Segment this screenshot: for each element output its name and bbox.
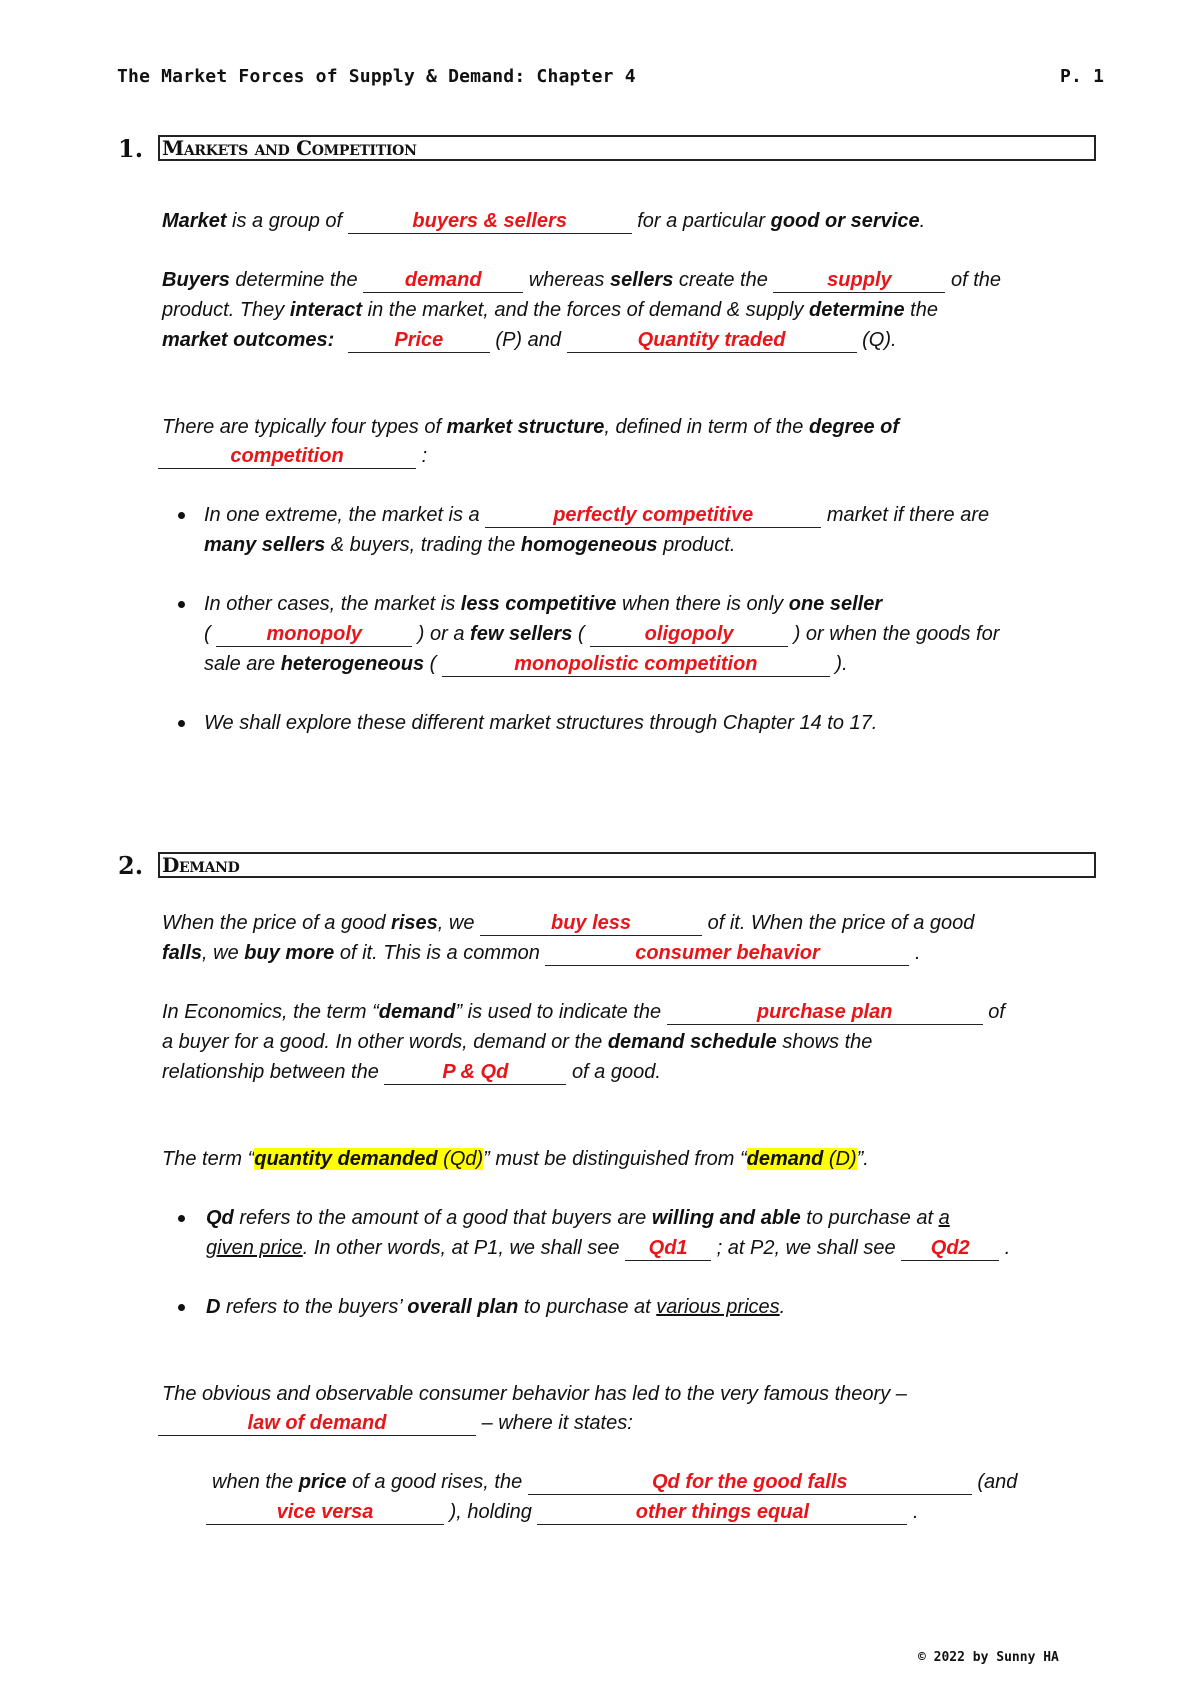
section-1-title: Markets and Competition <box>162 136 417 160</box>
s1-line-4: market outcomes: Price (P) and Quantity traded (Q). <box>162 329 897 351</box>
s1-bullet-3: We shall explore these different market structures through Chapter 14 to 17. <box>204 712 878 734</box>
s2-bullet-1: Qd refers to the amount of a good that buyers are willing and able to purchase at a <box>206 1207 950 1229</box>
s2-bullet-1-cont: given price. In other words, at P1, we shall see Qd1 ; at P2, we shall see Qd2 . <box>206 1237 1011 1259</box>
page-header-title: The Market Forces of Supply & Demand: Chapter 4 <box>117 66 636 87</box>
blank-oligopoly: oligopoly <box>590 622 788 647</box>
blank-p-qd: P & Qd <box>384 1060 566 1085</box>
section-2-heading-box <box>158 852 1096 878</box>
blank-competition: competition <box>158 444 416 469</box>
s2-bullet-2: D refers to the buyers’ overall plan to purchase at various prices. <box>206 1296 786 1318</box>
s1-bullet-1: In one extreme, the market is a perfectly competitive market if there are <box>204 504 990 526</box>
bullet <box>178 512 185 519</box>
blank-purchase-plan: purchase plan <box>667 1000 983 1025</box>
s1-line-6: competition : <box>158 441 427 471</box>
blank-buyers-sellers: buyers & sellers <box>348 209 632 234</box>
s2-line-1: When the price of a good rises, we buy less of it. When the price of a good <box>162 912 975 934</box>
s1-bullet-1-cont: many sellers & buyers, trading the homogeneous product. <box>204 534 736 556</box>
s1-line-2: Buyers determine the demand whereas sellers create the supply of the <box>162 269 1002 291</box>
blank-quantity-traded: Quantity traded <box>567 328 857 353</box>
page-number: P. 1 <box>1060 66 1105 87</box>
bullet <box>178 1215 185 1222</box>
blank-other-things-equal: other things equal <box>537 1500 907 1525</box>
blank-buy-less: buy less <box>480 911 702 936</box>
s1-bullet-2-cont: ( monopoly ) or a few sellers ( oligopoly ) or when the goods for <box>204 623 1000 645</box>
blank-supply: supply <box>773 268 945 293</box>
bullet <box>178 1304 185 1311</box>
blank-monopoly: monopoly <box>216 622 412 647</box>
blank-consumer-behavior: consumer behavior <box>545 941 909 966</box>
s2-line-6: The term “quantity demanded (Qd)” must be distinguished from “demand (D)”. <box>162 1148 869 1170</box>
s2-line-3: In Economics, the term “demand” is used to indicate the purchase plan of <box>162 1001 1005 1023</box>
blank-price: Price <box>348 328 490 353</box>
s2-line-8: law of demand – where it states: <box>158 1408 633 1438</box>
blank-monopolistic-competition: monopolistic competition <box>442 652 830 677</box>
blank-law-of-demand: law of demand <box>158 1411 476 1436</box>
s1-bullet-2-cont2: sale are heterogeneous ( monopolistic competition ). <box>204 653 848 675</box>
s2-line-10: vice versa ), holding other things equal . <box>206 1497 919 1527</box>
s1-bullet-2: In other cases, the market is less competitive when there is only one seller <box>204 593 883 615</box>
bullet <box>178 601 185 608</box>
s2-line-2: falls, we buy more of it. This is a common consumer behavior . <box>162 942 921 964</box>
s2-line-7: The obvious and observable consumer behavior has led to the very famous theory – <box>162 1383 907 1405</box>
s1-line-3: product. They interact in the market, and the forces of demand & supply determine the <box>162 299 938 321</box>
s2-line-9: when the price of a good rises, the Qd for the good falls (and <box>212 1471 1018 1493</box>
s2-line-5: relationship between the P & Qd of a good. <box>162 1061 661 1083</box>
blank-qd1: Qd1 <box>625 1236 711 1261</box>
blank-qd2: Qd2 <box>901 1236 999 1261</box>
blank-demand: demand <box>363 268 523 293</box>
s1-line-5: There are typically four types of market structure, defined in term of the degree of <box>162 416 900 438</box>
blank-vice-versa: vice versa <box>206 1500 444 1525</box>
blank-perfectly-competitive: perfectly competitive <box>485 503 821 528</box>
blank-qd-falls: Qd for the good falls <box>528 1470 972 1495</box>
section-1-heading-box <box>158 135 1096 161</box>
section-2-number: 2. <box>118 851 144 880</box>
section-2-title: Demand <box>162 853 240 877</box>
section-1-number: 1. <box>118 134 144 163</box>
bullet <box>178 720 185 727</box>
footer-copyright: © 2022 by Sunny HA <box>918 1650 1059 1665</box>
s1-line-1: Market is a group of buyers & sellers for a particular good or service. <box>162 210 926 232</box>
s2-line-4: a buyer for a good. In other words, demand or the demand schedule shows the <box>162 1031 873 1053</box>
